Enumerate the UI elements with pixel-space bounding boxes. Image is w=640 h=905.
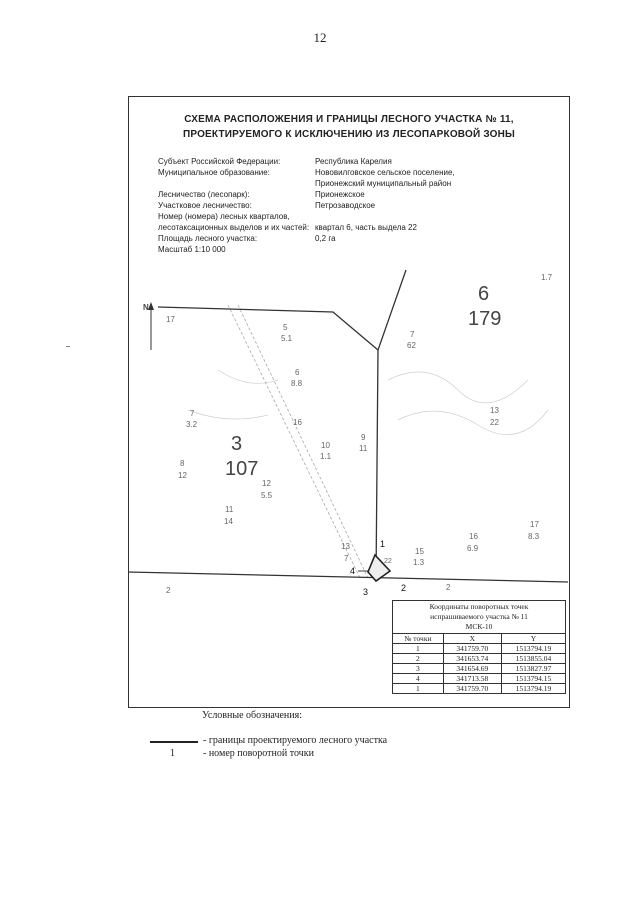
quarter-6-number: 6 [478, 283, 490, 305]
label-2-right: 2 [446, 583, 451, 592]
label-22: 22 [490, 418, 499, 427]
coordinates-table [392, 633, 566, 694]
y-cell: 1513794.19 [501, 644, 565, 654]
label-11-a: 11 [359, 444, 368, 453]
turning-point-1: 1 [380, 539, 386, 549]
quarters-value: квартал 6, часть выдела 22 [315, 223, 417, 232]
north-letter: N [143, 303, 149, 312]
label-12-b: 12 [262, 479, 271, 488]
label-1-3: 1.3 [413, 558, 425, 567]
label-8-3: 8.3 [528, 532, 540, 541]
x-cell: 341713.58 [443, 674, 501, 684]
forestry-value: Прионежское [315, 190, 365, 199]
label-6: 6 [295, 368, 300, 377]
table-row [393, 644, 566, 654]
table-row [393, 664, 566, 674]
point-cell: 1 [393, 684, 444, 694]
label-13-b: 13 [341, 542, 350, 551]
north-arrow [148, 302, 154, 350]
district-value: Петрозаводское [315, 201, 376, 210]
label-11-b: 11 [225, 505, 234, 514]
legend-item-boundary: - границы проектируемого лесного участка [203, 735, 388, 746]
label-10: 10 [321, 441, 330, 450]
label-16-right: 16 [469, 532, 478, 541]
subject-value: Республика Карелия [315, 157, 392, 166]
label-17-left: 17 [166, 315, 175, 324]
label-5-5: 5.5 [261, 491, 273, 500]
y-cell: 1513794.19 [501, 684, 565, 694]
coordinates-caption [392, 600, 566, 633]
label-16-mid: 16 [293, 418, 302, 427]
point-cell: 2 [393, 654, 444, 664]
label-62: 62 [407, 341, 416, 350]
label-15: 15 [415, 547, 424, 556]
forest-map [128, 250, 568, 600]
area-value: 0,2 га [315, 234, 336, 243]
turning-point-3: 3 [363, 587, 369, 597]
quarter-3-number: 3 [231, 433, 243, 455]
quarters-label-1: Номер (номера) лесных кварталов, [158, 212, 290, 221]
road-lines [228, 305, 368, 578]
label-12-a: 12 [178, 471, 187, 480]
coordinates-caption-2: испрашиваемого участка № 11 [430, 612, 528, 621]
coordinates-caption-1: Координаты поворотных точек [429, 602, 529, 611]
scan-artifact [66, 346, 70, 347]
label-14: 14 [224, 517, 233, 526]
legend-point-symbol: 1 [170, 748, 175, 759]
y-cell: 1513855.04 [501, 654, 565, 664]
municipal-value-1: Нововилговское сельское поселение, [315, 168, 455, 177]
title-line-1: СХЕМА РАСПОЛОЖЕНИЯ И ГРАНИЦЫ ЛЕСНОГО УЧАСТКА № 11, [184, 114, 514, 125]
label-5-1: 5.1 [281, 334, 293, 343]
label-1-7: 1.7 [541, 273, 553, 282]
turning-point-4: 4 [350, 566, 356, 576]
table-row [393, 654, 566, 664]
point-cell: 1 [393, 644, 444, 654]
header-x: X [443, 634, 501, 644]
y-cell: 1513827.97 [501, 664, 565, 674]
quarters-label-2: лесотаксационных выделов и их частей: [158, 223, 310, 232]
coordinates-table-block [392, 600, 566, 694]
label-7-left: 7 [190, 409, 195, 418]
coordinates-header-row [393, 634, 566, 644]
x-cell: 341759.70 [443, 684, 501, 694]
header-point: № точки [393, 634, 444, 644]
scheme-title [128, 112, 570, 142]
legend-heading: Условные обозначения: [202, 710, 303, 721]
municipal-label: Муниципальное образование: [158, 168, 270, 177]
scale-label: Масштаб 1:10 000 [158, 245, 226, 254]
title-line-2: ПРОЕКТИРУЕМОГО К ИСКЛЮЧЕНИЮ ИЗ ЛЕСОПАРКОВОЙ ЗОНЫ [182, 129, 516, 140]
label-5: 5 [283, 323, 288, 332]
y-cell: 1513794.15 [501, 674, 565, 684]
header-y: Y [501, 634, 565, 644]
label-13: 13 [490, 406, 499, 415]
legend-boundary-symbol [150, 741, 198, 743]
turning-point-2: 2 [401, 583, 407, 593]
label-22-plot: 22 [384, 558, 392, 565]
forestry-label: Лесничество (лесопарк): [158, 190, 250, 199]
municipal-value-2: Прионежский муниципальный район [315, 179, 452, 188]
point-cell: 3 [393, 664, 444, 674]
quarter-3-area: 107 [225, 458, 259, 480]
subject-label: Субъект Российской Федерации: [158, 157, 281, 166]
table-row [393, 684, 566, 694]
label-7-b: 7 [344, 554, 349, 563]
area-label: Площадь лесного участка: [158, 234, 258, 243]
label-8: 8 [180, 459, 185, 468]
label-6-9: 6.9 [467, 544, 479, 553]
point-cell: 4 [393, 674, 444, 684]
label-7-right: 7 [410, 330, 415, 339]
label-1-1: 1.1 [320, 452, 332, 461]
legend-item-point: - номер поворотной точки [203, 748, 314, 759]
label-9: 9 [361, 433, 366, 442]
label-17-right: 17 [530, 520, 539, 529]
x-cell: 341759.70 [443, 644, 501, 654]
table-row [393, 674, 566, 684]
quarter-6-area: 179 [468, 308, 502, 330]
label-8-8: 8.8 [291, 379, 303, 388]
page-number: 12 [313, 30, 327, 45]
x-cell: 341653.74 [443, 654, 501, 664]
label-3-2: 3.2 [186, 420, 198, 429]
coordinates-caption-3: МСК-10 [465, 622, 493, 631]
district-label: Участковое лесничество: [158, 201, 252, 210]
x-cell: 341654.69 [443, 664, 501, 674]
label-2-left: 2 [166, 586, 171, 595]
